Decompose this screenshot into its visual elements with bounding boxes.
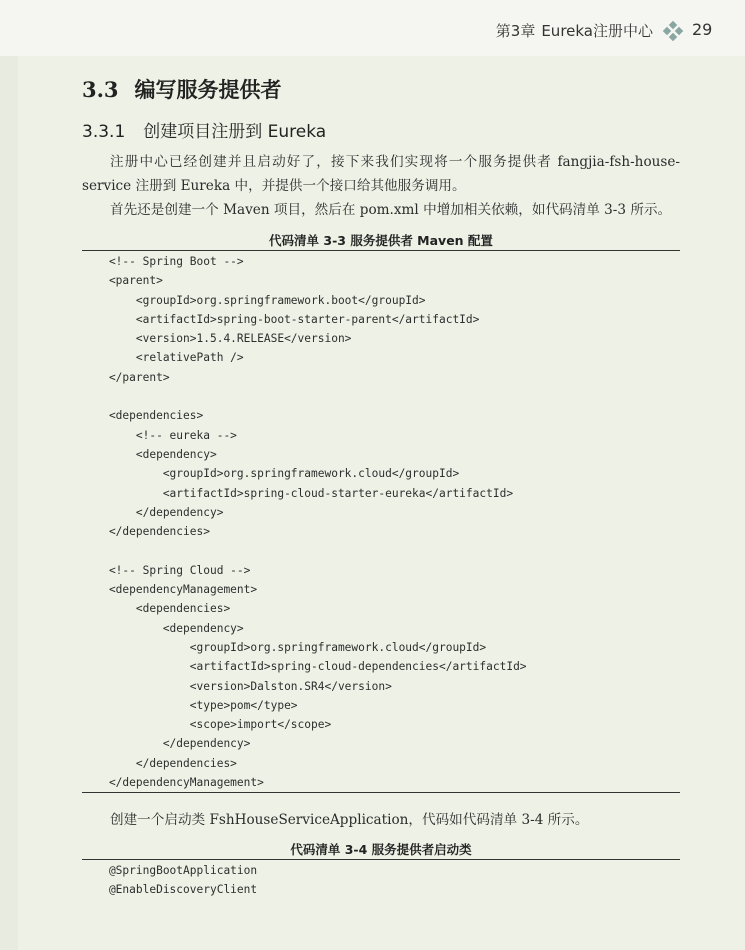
subsection-heading — [82, 117, 326, 142]
running-header-text — [496, 20, 687, 41]
code-line: <groupId>org.springframework.cloud</groupId> — [82, 467, 460, 481]
listing-top-rule — [82, 859, 680, 860]
section-number: 3.3 — [82, 77, 119, 102]
section-heading — [82, 74, 282, 104]
code-line: <relativePath /> — [82, 351, 244, 365]
code-line: <scope>import</scope> — [82, 718, 332, 732]
page-gutter — [0, 56, 18, 950]
listing-3-3-caption: 代码清单 3-3 服务提供者 Maven 配置 — [269, 233, 493, 248]
code-line: </parent> — [82, 370, 170, 384]
code-line: <!-- Spring Cloud --> — [82, 563, 251, 577]
code-line: <version>Dalston.SR4</version> — [82, 679, 392, 693]
chapter-title: Eureka注册中心 — [541, 22, 653, 40]
code-line: <parent> — [82, 274, 163, 288]
code-line: <!-- Spring Boot --> — [82, 255, 244, 268]
code-line: <groupId>org.springframework.boot</groupId> — [82, 293, 426, 307]
listing-bottom-rule — [82, 792, 680, 793]
code-line: <artifactId>spring-cloud-dependencies</artifactId> — [82, 660, 527, 674]
code-line: <dependencies> — [82, 602, 231, 616]
code-line: <dependencyManagement> — [82, 583, 258, 597]
listing-3-4-caption: 代码清单 3-4 服务提供者启动类 — [290, 842, 472, 857]
code-line: </dependencyManagement> — [82, 776, 264, 790]
code-line: <artifactId>spring-cloud-starter-eureka</artifactId> — [82, 486, 514, 500]
code-line: <dependency> — [82, 447, 217, 461]
subsection-number: 3.3.1 — [82, 122, 126, 142]
code-line — [82, 541, 680, 560]
listing-top-rule — [82, 250, 680, 251]
running-header — [0, 0, 745, 56]
paragraph-startup-class: 创建一个启动类 FshHouseServiceApplication，代码如代码清单 3-4 所示。 — [110, 812, 589, 828]
listing-3-4-code — [82, 861, 680, 900]
code-line: <!-- eureka --> — [82, 428, 237, 442]
code-line: <artifactId>spring-boot-starter-parent</artifactId> — [82, 312, 480, 326]
code-line: <version>1.5.4.RELEASE</version> — [82, 332, 352, 346]
code-line: </dependencies> — [82, 756, 237, 770]
code-line: <groupId>org.springframework.cloud</groupId> — [82, 640, 487, 654]
code-line — [82, 387, 680, 406]
paragraph-intro: 注册中心已经创建并且启动好了，接下来我们实现将一个服务提供者 fangjia-fsh-house-service 注册到 Eureka 中，并提供一个接口给其他服务调用。 — [82, 154, 680, 194]
code-line: @SpringBootApplication — [82, 864, 258, 877]
code-line: <dependency> — [82, 621, 244, 635]
code-line: <type>pom</type> — [82, 698, 298, 712]
subsection-title: 创建项目注册到 Eureka — [143, 122, 327, 142]
code-line: @EnableDiscoveryClient — [82, 883, 258, 897]
diamond-cluster-icon — [661, 21, 685, 41]
paragraph-maven: 首先还是创建一个 Maven 项目，然后在 pom.xml 中增加相关依赖，如代码清单 3-3 所示。 — [110, 202, 672, 218]
code-line: </dependency> — [82, 737, 251, 751]
code-line: </dependency> — [82, 505, 224, 519]
chapter-label: 第3章 — [495, 22, 536, 40]
code-line: <dependencies> — [82, 409, 204, 423]
listing-3-3-code — [82, 252, 680, 792]
section-title: 编写服务提供者 — [134, 77, 282, 102]
code-line: </dependencies> — [82, 525, 210, 539]
page-number: 29 — [692, 20, 713, 39]
